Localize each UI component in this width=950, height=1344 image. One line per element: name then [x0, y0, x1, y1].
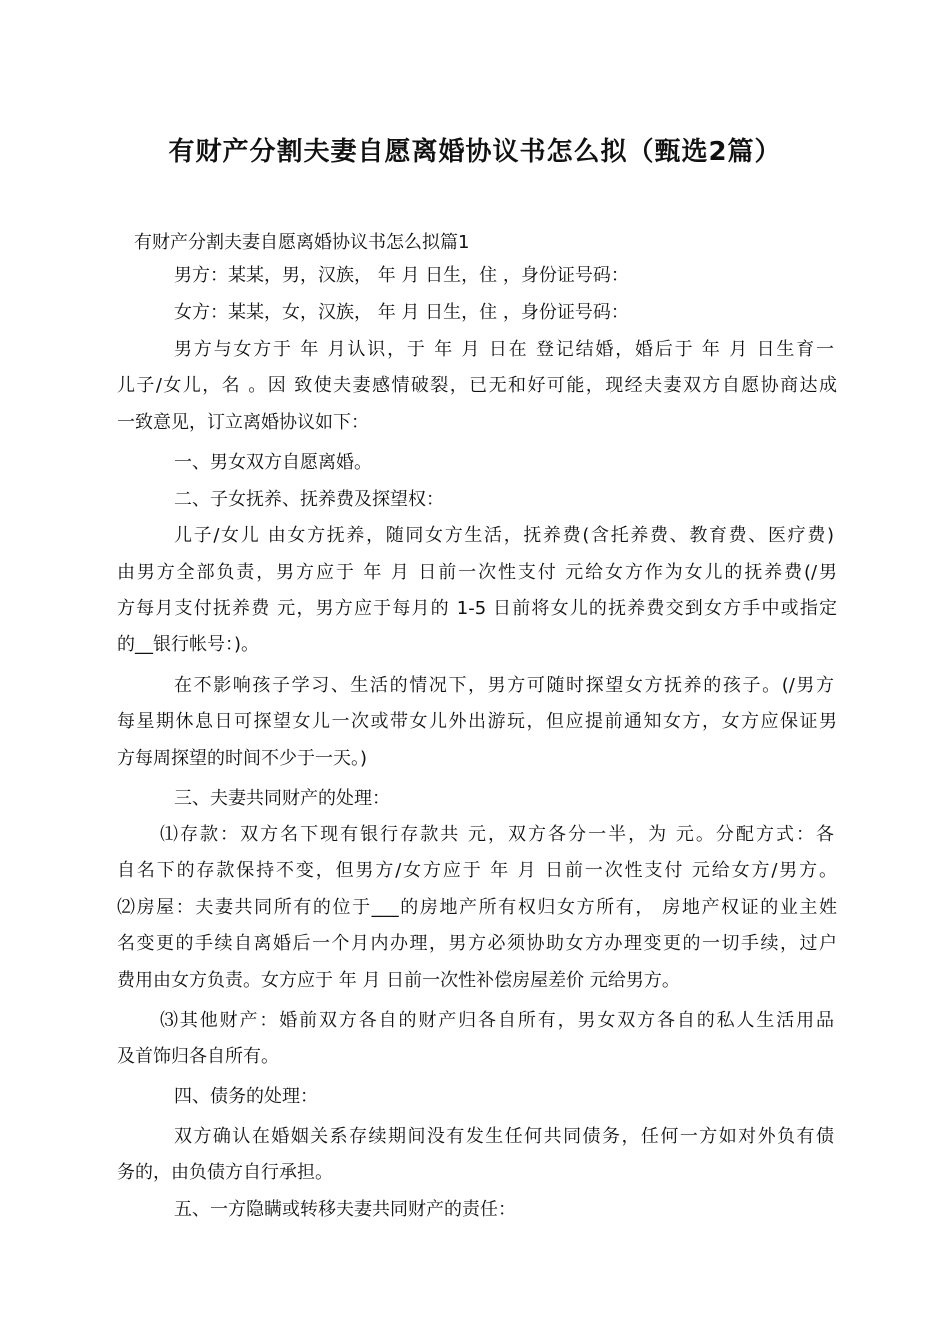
section-heading: 有财产分割夫妻自愿离婚协议书怎么拟篇1 — [134, 232, 470, 253]
paragraph-line: 由男方全部负责，男方应于 年 月 日前一次性支付 元给女方作为女儿的抚养费(/男 — [117, 562, 837, 583]
paragraph-line: 费用由女方负责。女方应于 年 月 日前一次性补偿房屋差价 元给男方。 — [117, 970, 680, 991]
paragraph-line: 女方：某某，女，汉族， 年 月 日生，住 ，身份证号码： — [174, 302, 629, 323]
paragraph-line: 的__银行帐号：)。 — [117, 634, 260, 655]
section-heading: 一、男女双方自愿离婚。 — [174, 452, 372, 473]
paragraph-line: ⑶其他财产：婚前双方各自的财产归各自所有，男女双方各自的私人生活用品 — [160, 1010, 834, 1031]
section-heading: 二、子女抚养、抚养费及探望权： — [174, 489, 444, 510]
paragraph-line: ⑴存款：双方名下现有银行存款共 元，双方各分一半，为 元。分配方式：各 — [160, 824, 834, 845]
paragraph-line: 名变更的手续自离婚后一个月内办理，男方必须协助女方办理变更的一切手续，过户 — [117, 933, 837, 954]
paragraph-line: 男方：某某，男，汉族， 年 月 日生，住 ，身份证号码： — [174, 265, 629, 286]
paragraph-line: ⑵房屋：夫妻共同所有的位于___的房地产所有权归女方所有， 房地产权证的业主姓 — [117, 897, 837, 918]
paragraph-line: 自名下的存款保持不变，但男方/女方应于 年 月 日前一次性支付 元给女方/男方。 — [117, 860, 837, 881]
paragraph-line: 在不影响孩子学习、生活的情况下，男方可随时探望女方抚养的孩子。(/男方 — [174, 675, 834, 696]
paragraph-line: 及首饰归各自所有。 — [117, 1046, 279, 1067]
paragraph-line: 一致意见，订立离婚协议如下： — [117, 412, 369, 433]
paragraph-line: 每星期休息日可探望女儿一次或带女儿外出游玩，但应提前通知女方，女方应保证男 — [117, 711, 837, 732]
paragraph-line: 方每周探望的时间不少于一天。) — [117, 748, 368, 769]
paragraph-line: 务的，由负债方自行承担。 — [117, 1162, 333, 1183]
paragraph-line: 方每月支付抚养费 元，男方应于每月的 1-5 日前将女儿的抚养费交到女方手中或指定 — [117, 598, 837, 619]
section-heading: 五、一方隐瞒或转移夫妻共同财产的责任： — [174, 1199, 516, 1220]
paragraph-line: 儿子/女儿，名 。因 致使夫妻感情破裂，已无和好可能，现经夫妻双方自愿协商达成 — [117, 375, 837, 396]
paragraph-line: 儿子/女儿 由女方抚养，随同女方生活，抚养费(含托养费、教育费、医疗费) — [174, 525, 834, 546]
document-title: 有财产分割夫妻自愿离婚协议书怎么拟（甄选2篇） — [168, 137, 782, 167]
paragraph-line: 男方与女方于 年 月认识，于 年 月 日在 登记结婚，婚后于 年 月 日生育一 — [174, 339, 834, 360]
section-heading: 四、债务的处理： — [174, 1086, 318, 1107]
paragraph-line: 双方确认在婚姻关系存续期间没有发生任何共同债务，任何一方如对外负有债 — [174, 1126, 834, 1147]
section-heading: 三、夫妻共同财产的处理： — [174, 788, 390, 809]
